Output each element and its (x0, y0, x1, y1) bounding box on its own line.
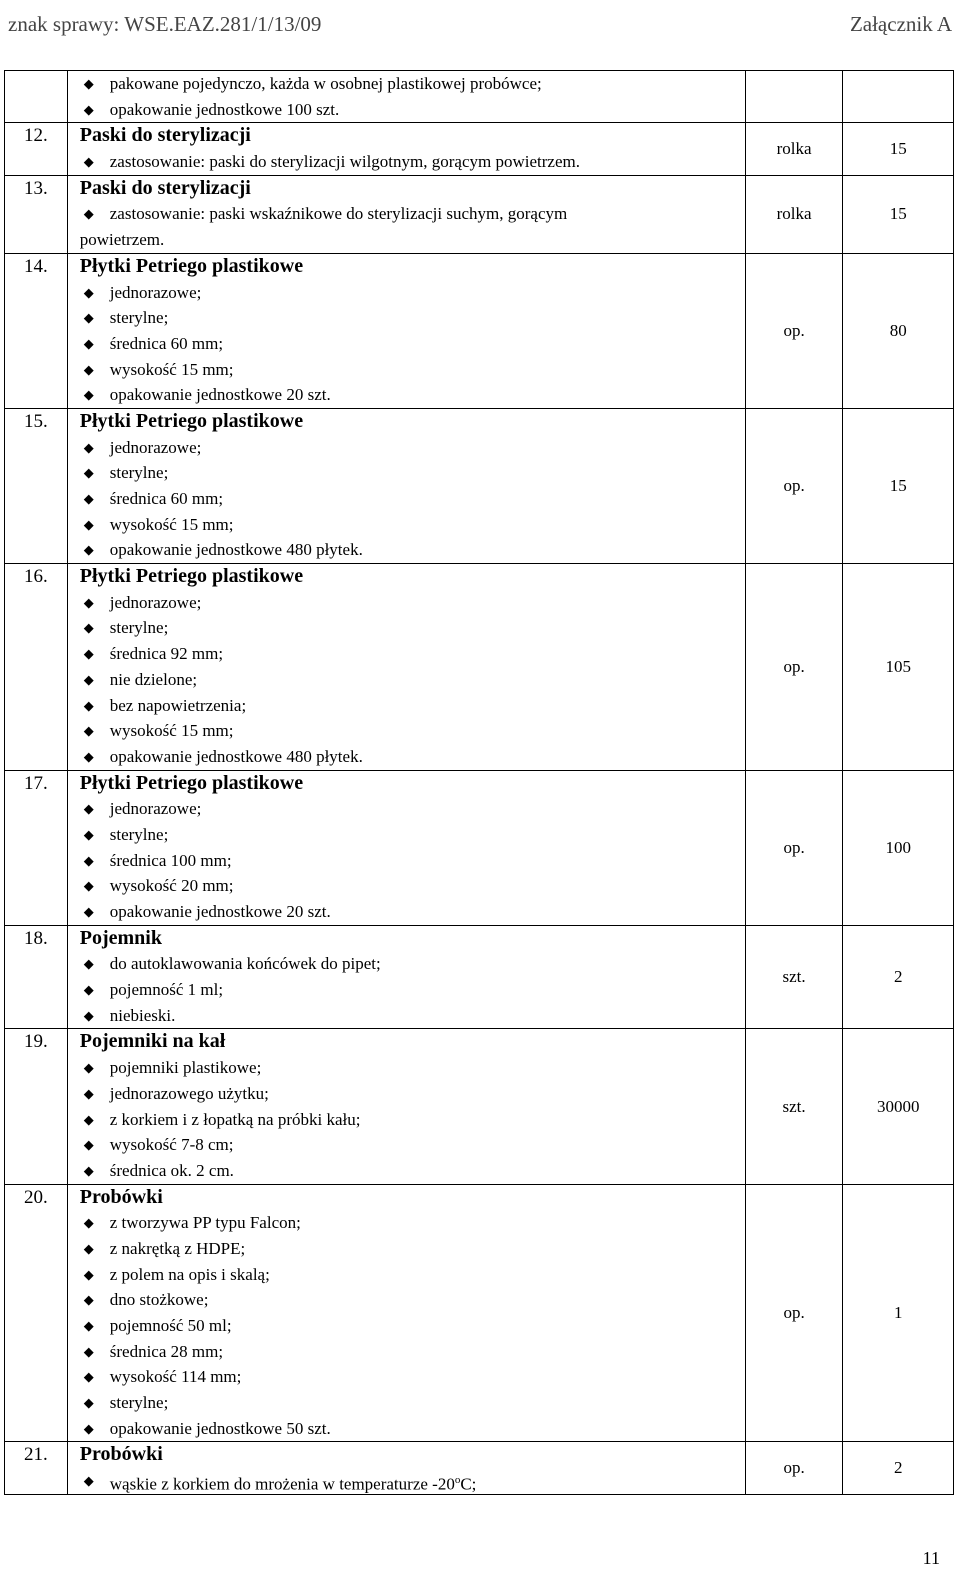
diamond-bullet-icon: ◆ (83, 620, 94, 636)
line-text: jednorazowego użytku; (109, 1083, 269, 1103)
item-unit: op. (745, 1184, 843, 1442)
item-quantity: 2 (843, 1442, 954, 1494)
spec-bullet-item (68, 615, 745, 641)
line-text: opakowanie jednostkowe 100 szt. (109, 99, 340, 119)
diamond-bullet-icon: ◆ (83, 1085, 94, 1101)
item-description-cell (67, 770, 745, 925)
table-row (5, 1442, 954, 1494)
item-number: 14. (24, 255, 48, 277)
spec-bullet-item (68, 357, 745, 383)
spec-bullet-item (68, 149, 745, 175)
item-number-cell (5, 770, 68, 925)
diamond-bullet-icon: ◆ (83, 594, 94, 610)
item-number-cell (5, 1184, 68, 1442)
spec-bullet-item (68, 718, 745, 744)
page-number: 11 (922, 1548, 940, 1568)
diamond-bullet-icon: ◆ (83, 748, 94, 764)
table-row (5, 1184, 954, 1442)
line-text: średnica 60 mm; (109, 333, 224, 353)
line-text: sterylne; (109, 618, 169, 638)
item-number-cell (5, 564, 68, 771)
item-number-cell (5, 1442, 68, 1494)
line-text: wysokość 20 mm; (109, 876, 234, 896)
diamond-bullet-icon: ◆ (83, 801, 94, 817)
item-number-cell (5, 123, 68, 175)
spec-bullet-item (68, 305, 745, 331)
line-text: Płytki Petriego plastikowe (79, 409, 304, 432)
spec-bullet-item (68, 1003, 745, 1029)
item-number: 15. (24, 410, 48, 432)
diamond-bullet-icon: ◆ (83, 671, 94, 687)
line-text: średnica 92 mm; (109, 644, 224, 664)
spec-bullet-item (68, 460, 745, 486)
line-text: bez napowietrzenia; (109, 695, 247, 715)
diamond-bullet-icon: ◆ (83, 826, 94, 842)
line-text: pojemniki plastikowe; (109, 1058, 262, 1078)
item-number-cell (5, 408, 68, 563)
diamond-bullet-icon: ◆ (83, 1318, 94, 1333)
item-number: 12. (24, 125, 48, 147)
item-number-cell (5, 925, 68, 1029)
diamond-bullet-icon: ◆ (83, 1292, 94, 1308)
line-text: sterylne; (109, 1393, 169, 1413)
item-number: 13. (24, 177, 48, 199)
spec-continuation (68, 227, 745, 253)
item-number-cell (5, 1029, 68, 1184)
line-text: jednorazowe; (109, 437, 202, 457)
line-text: sterylne; (109, 308, 169, 328)
item-description-cell (67, 408, 745, 563)
item-description-cell (67, 71, 745, 123)
diamond-bullet-icon: ◆ (83, 723, 94, 739)
item-quantity (843, 71, 954, 123)
line-text: Płytki Petriego plastikowe (79, 254, 304, 277)
line-text: Probówki (79, 1185, 163, 1208)
item-quantity: 100 (843, 770, 954, 925)
item-title (68, 1442, 745, 1468)
spec-bullet-item (68, 590, 745, 616)
diamond-bullet-icon: ◆ (83, 154, 94, 170)
spec-bullet-item (68, 744, 745, 770)
diamond-bullet-icon: ◆ (83, 284, 94, 300)
line-text: sterylne; (109, 463, 169, 483)
spec-bullet-item (68, 1364, 745, 1390)
item-title (68, 409, 745, 435)
diamond-bullet-icon: ◆ (83, 335, 94, 351)
item-description-cell (67, 925, 745, 1029)
line-text: z tworzywa PP typu Falcon; (109, 1213, 301, 1233)
diamond-bullet-icon: ◆ (83, 101, 94, 117)
spec-bullet-item (68, 796, 745, 822)
item-number: 19. (24, 1031, 48, 1053)
spec-bullet-item (68, 331, 745, 357)
spec-bullet-item (68, 1262, 745, 1288)
item-title (68, 123, 745, 149)
line-text: wysokość 15 mm; (109, 514, 234, 534)
line-text: jednorazowe; (109, 282, 202, 302)
table-row (5, 770, 954, 925)
table-row (5, 71, 954, 123)
item-unit: rolka (745, 175, 843, 253)
spec-bullet-item (68, 977, 745, 1003)
item-title (68, 771, 745, 797)
diamond-bullet-icon: ◆ (83, 1137, 94, 1153)
diamond-bullet-icon: ◆ (83, 1111, 94, 1127)
diamond-bullet-icon: ◆ (83, 1343, 94, 1359)
item-unit: op. (745, 770, 843, 925)
spec-bullet-item (68, 537, 745, 563)
item-unit: rolka (745, 123, 843, 175)
line-text: Probówki (79, 1443, 163, 1466)
line-text: pojemność 1 ml; (109, 980, 224, 1000)
line-text: opakowanie jednostkowe 20 szt. (109, 385, 331, 405)
spec-bullet-item (68, 486, 745, 512)
item-number (5, 71, 67, 97)
spec-bullet-item (68, 1210, 745, 1236)
item-quantity: 1 (843, 1184, 954, 1442)
spec-bullet-item (68, 1107, 745, 1133)
table-row (5, 925, 954, 1029)
spec-bullet-item (68, 1339, 745, 1365)
item-title (68, 176, 745, 202)
line-text: Pojemniki na kał (79, 1030, 226, 1053)
diamond-bullet-icon: ◆ (83, 206, 94, 222)
line-text: średnica 28 mm; (109, 1341, 224, 1361)
spec-bullet-item (68, 693, 745, 719)
item-title (68, 1029, 745, 1055)
line-text: średnica 60 mm; (109, 489, 224, 508)
line-text: z polem na opis i skalą; (109, 1264, 270, 1284)
spec-bullet-item (68, 1055, 745, 1081)
item-quantity: 15 (843, 408, 954, 563)
diamond-bullet-icon: ◆ (83, 439, 94, 455)
item-number: 16. (24, 566, 48, 588)
spec-bullet-item (68, 1132, 745, 1158)
diamond-bullet-icon: ◆ (83, 956, 94, 972)
spec-bullet-item (68, 1081, 745, 1107)
line-text: sterylne; (109, 824, 169, 844)
line-text: średnica 100 mm; (109, 850, 232, 870)
item-description-cell (67, 1029, 745, 1184)
spec-bullet-item (68, 435, 745, 461)
spec-bullet-item (68, 951, 745, 977)
item-unit: op. (745, 253, 843, 408)
spec-bullet-item (68, 1390, 745, 1416)
line-text: Paski do sterylizacji (79, 176, 251, 199)
item-number: 20. (24, 1186, 48, 1208)
diamond-bullet-icon: ◆ (83, 1395, 94, 1411)
attachment-label: Załącznik A (849, 11, 952, 36)
item-unit: szt. (745, 925, 843, 1029)
line-text: opakowanie jednostkowe 480 płytek. (109, 540, 363, 560)
item-unit: op. (745, 564, 843, 771)
item-unit (745, 71, 843, 123)
item-title (68, 926, 745, 952)
item-description-cell (67, 1442, 745, 1494)
item-description-cell (67, 123, 745, 175)
line-text: Paski do sterylizacji (79, 124, 251, 147)
spec-bullet-item (68, 1468, 745, 1494)
item-number-cell (5, 253, 68, 408)
item-unit: szt. (745, 1029, 843, 1184)
item-unit: op. (745, 1442, 843, 1494)
line-text: nie dzielone; (109, 669, 198, 689)
diamond-bullet-icon: ◆ (83, 1240, 94, 1256)
item-quantity: 80 (843, 253, 954, 408)
spec-bullet-item (68, 873, 745, 899)
line-text: z nakrętką z HDPE; (109, 1238, 246, 1258)
diamond-bullet-icon: ◆ (83, 361, 94, 377)
item-quantity: 15 (843, 175, 954, 253)
items-table (4, 70, 954, 1495)
line-text: niebieski. (109, 1005, 176, 1025)
item-description-cell (67, 175, 745, 253)
table-row (5, 408, 954, 563)
item-quantity: 30000 (843, 1029, 954, 1184)
diamond-bullet-icon: ◆ (83, 1162, 94, 1178)
spec-bullet-item (68, 1158, 745, 1184)
diamond-bullet-icon: ◆ (83, 904, 94, 919)
spec-bullet-item (68, 1236, 745, 1262)
item-number: 17. (24, 772, 48, 794)
spec-bullet-item (68, 382, 745, 408)
line-text-after: C; (460, 1474, 477, 1494)
spec-bullet-item (68, 71, 745, 97)
item-title (68, 564, 745, 590)
diamond-bullet-icon: ◆ (83, 1060, 94, 1076)
item-description-cell (67, 1184, 745, 1442)
line-text: opakowanie jednostkowe 480 płytek. (109, 746, 363, 766)
spec-bullet-item (68, 848, 745, 874)
item-number: 21. (24, 1444, 48, 1466)
spec-bullet-item (68, 1287, 745, 1313)
table-row (5, 1029, 954, 1184)
line-text: pakowane pojedynczo, każda w osobnej plastikowej probówce; (109, 74, 542, 93)
diamond-bullet-icon: ◆ (83, 1007, 94, 1023)
line-text: Pojemnik (79, 926, 162, 949)
spec-bullet-item (68, 512, 745, 538)
diamond-bullet-icon: ◆ (83, 852, 94, 868)
diamond-bullet-icon: ◆ (83, 387, 94, 403)
table-row (5, 253, 954, 408)
diamond-bullet-icon: ◆ (83, 516, 94, 532)
diamond-bullet-icon: ◆ (83, 542, 94, 558)
line-text: z korkiem i z łopatką na próbki kału; (109, 1109, 361, 1129)
diamond-bullet-icon: ◆ (83, 1215, 94, 1231)
spec-bullet-item (68, 97, 745, 123)
line-text: wysokość 114 mm; (109, 1367, 242, 1387)
item-number-cell (5, 71, 68, 123)
item-description-cell (67, 253, 745, 408)
diamond-bullet-icon: ◆ (83, 697, 94, 713)
diamond-bullet-icon: ◆ (83, 465, 94, 481)
diamond-bullet-icon: ◆ (83, 1266, 94, 1282)
item-title (68, 254, 745, 280)
item-title (68, 1185, 745, 1211)
item-quantity: 15 (843, 123, 954, 175)
line-text: powietrzem. (79, 230, 165, 250)
item-quantity: 2 (843, 925, 954, 1029)
line-text: średnica ok. 2 cm. (109, 1160, 234, 1180)
diamond-bullet-icon: ◆ (83, 1420, 94, 1436)
diamond-bullet-icon: ◆ (83, 1369, 94, 1385)
line-text: wysokość 15 mm; (109, 721, 234, 741)
diamond-bullet-icon: ◆ (83, 76, 94, 91)
line-text: wysokość 7-8 cm; (109, 1135, 234, 1155)
line-text: dno stożkowe; (109, 1290, 209, 1310)
diamond-bullet-icon: ◆ (83, 310, 94, 326)
item-number-cell (5, 175, 68, 253)
line-text: jednorazowe; (109, 592, 202, 612)
diamond-bullet-icon: ◆ (83, 491, 94, 506)
spec-bullet-item (68, 201, 745, 227)
spec-bullet-item (68, 280, 745, 306)
line-text: Płytki Petriego plastikowe (79, 771, 304, 794)
diamond-bullet-icon: ◆ (83, 878, 94, 894)
spec-bullet-item (68, 641, 745, 667)
item-number: 18. (24, 927, 48, 949)
line-text: jednorazowe; (109, 799, 202, 819)
item-quantity: 105 (843, 564, 954, 771)
spec-bullet-item (68, 822, 745, 848)
superscript-degree: o (454, 1474, 461, 1487)
item-description-cell (67, 564, 745, 771)
spec-bullet-item (68, 1416, 745, 1442)
case-number: znak sprawy: WSE.EAZ.281/1/13/09 (8, 11, 322, 36)
spec-bullet-item (68, 667, 745, 693)
line-text: opakowanie jednostkowe 50 szt. (109, 1418, 331, 1438)
line-text: opakowanie jednostkowe 20 szt. (109, 902, 331, 921)
item-unit: op. (745, 408, 843, 563)
table-row (5, 123, 954, 175)
line-text: wysokość 15 mm; (109, 359, 234, 379)
line-text: pojemność 50 ml; (109, 1316, 232, 1335)
line-text: wąskie z korkiem do mrożenia w temperaturze -20 (109, 1474, 455, 1494)
diamond-bullet-icon: ◆ (83, 1473, 94, 1489)
diamond-bullet-icon: ◆ (83, 646, 94, 662)
table-row (5, 175, 954, 253)
spec-bullet-item (68, 899, 745, 925)
line-text: zastosowanie: paski wskaźnikowe do sterylizacji suchym, gorącym (109, 204, 568, 224)
table-row (5, 564, 954, 771)
page-header (8, 4, 952, 44)
line-text: do autoklawowania końcówek do pipet; (109, 954, 381, 974)
line-text: zastosowanie: paski do sterylizacji wilgotnym, gorącym powietrzem. (109, 152, 580, 172)
diamond-bullet-icon: ◆ (83, 982, 94, 998)
line-text: Płytki Petriego plastikowe (79, 565, 304, 588)
spec-bullet-item (68, 1313, 745, 1339)
